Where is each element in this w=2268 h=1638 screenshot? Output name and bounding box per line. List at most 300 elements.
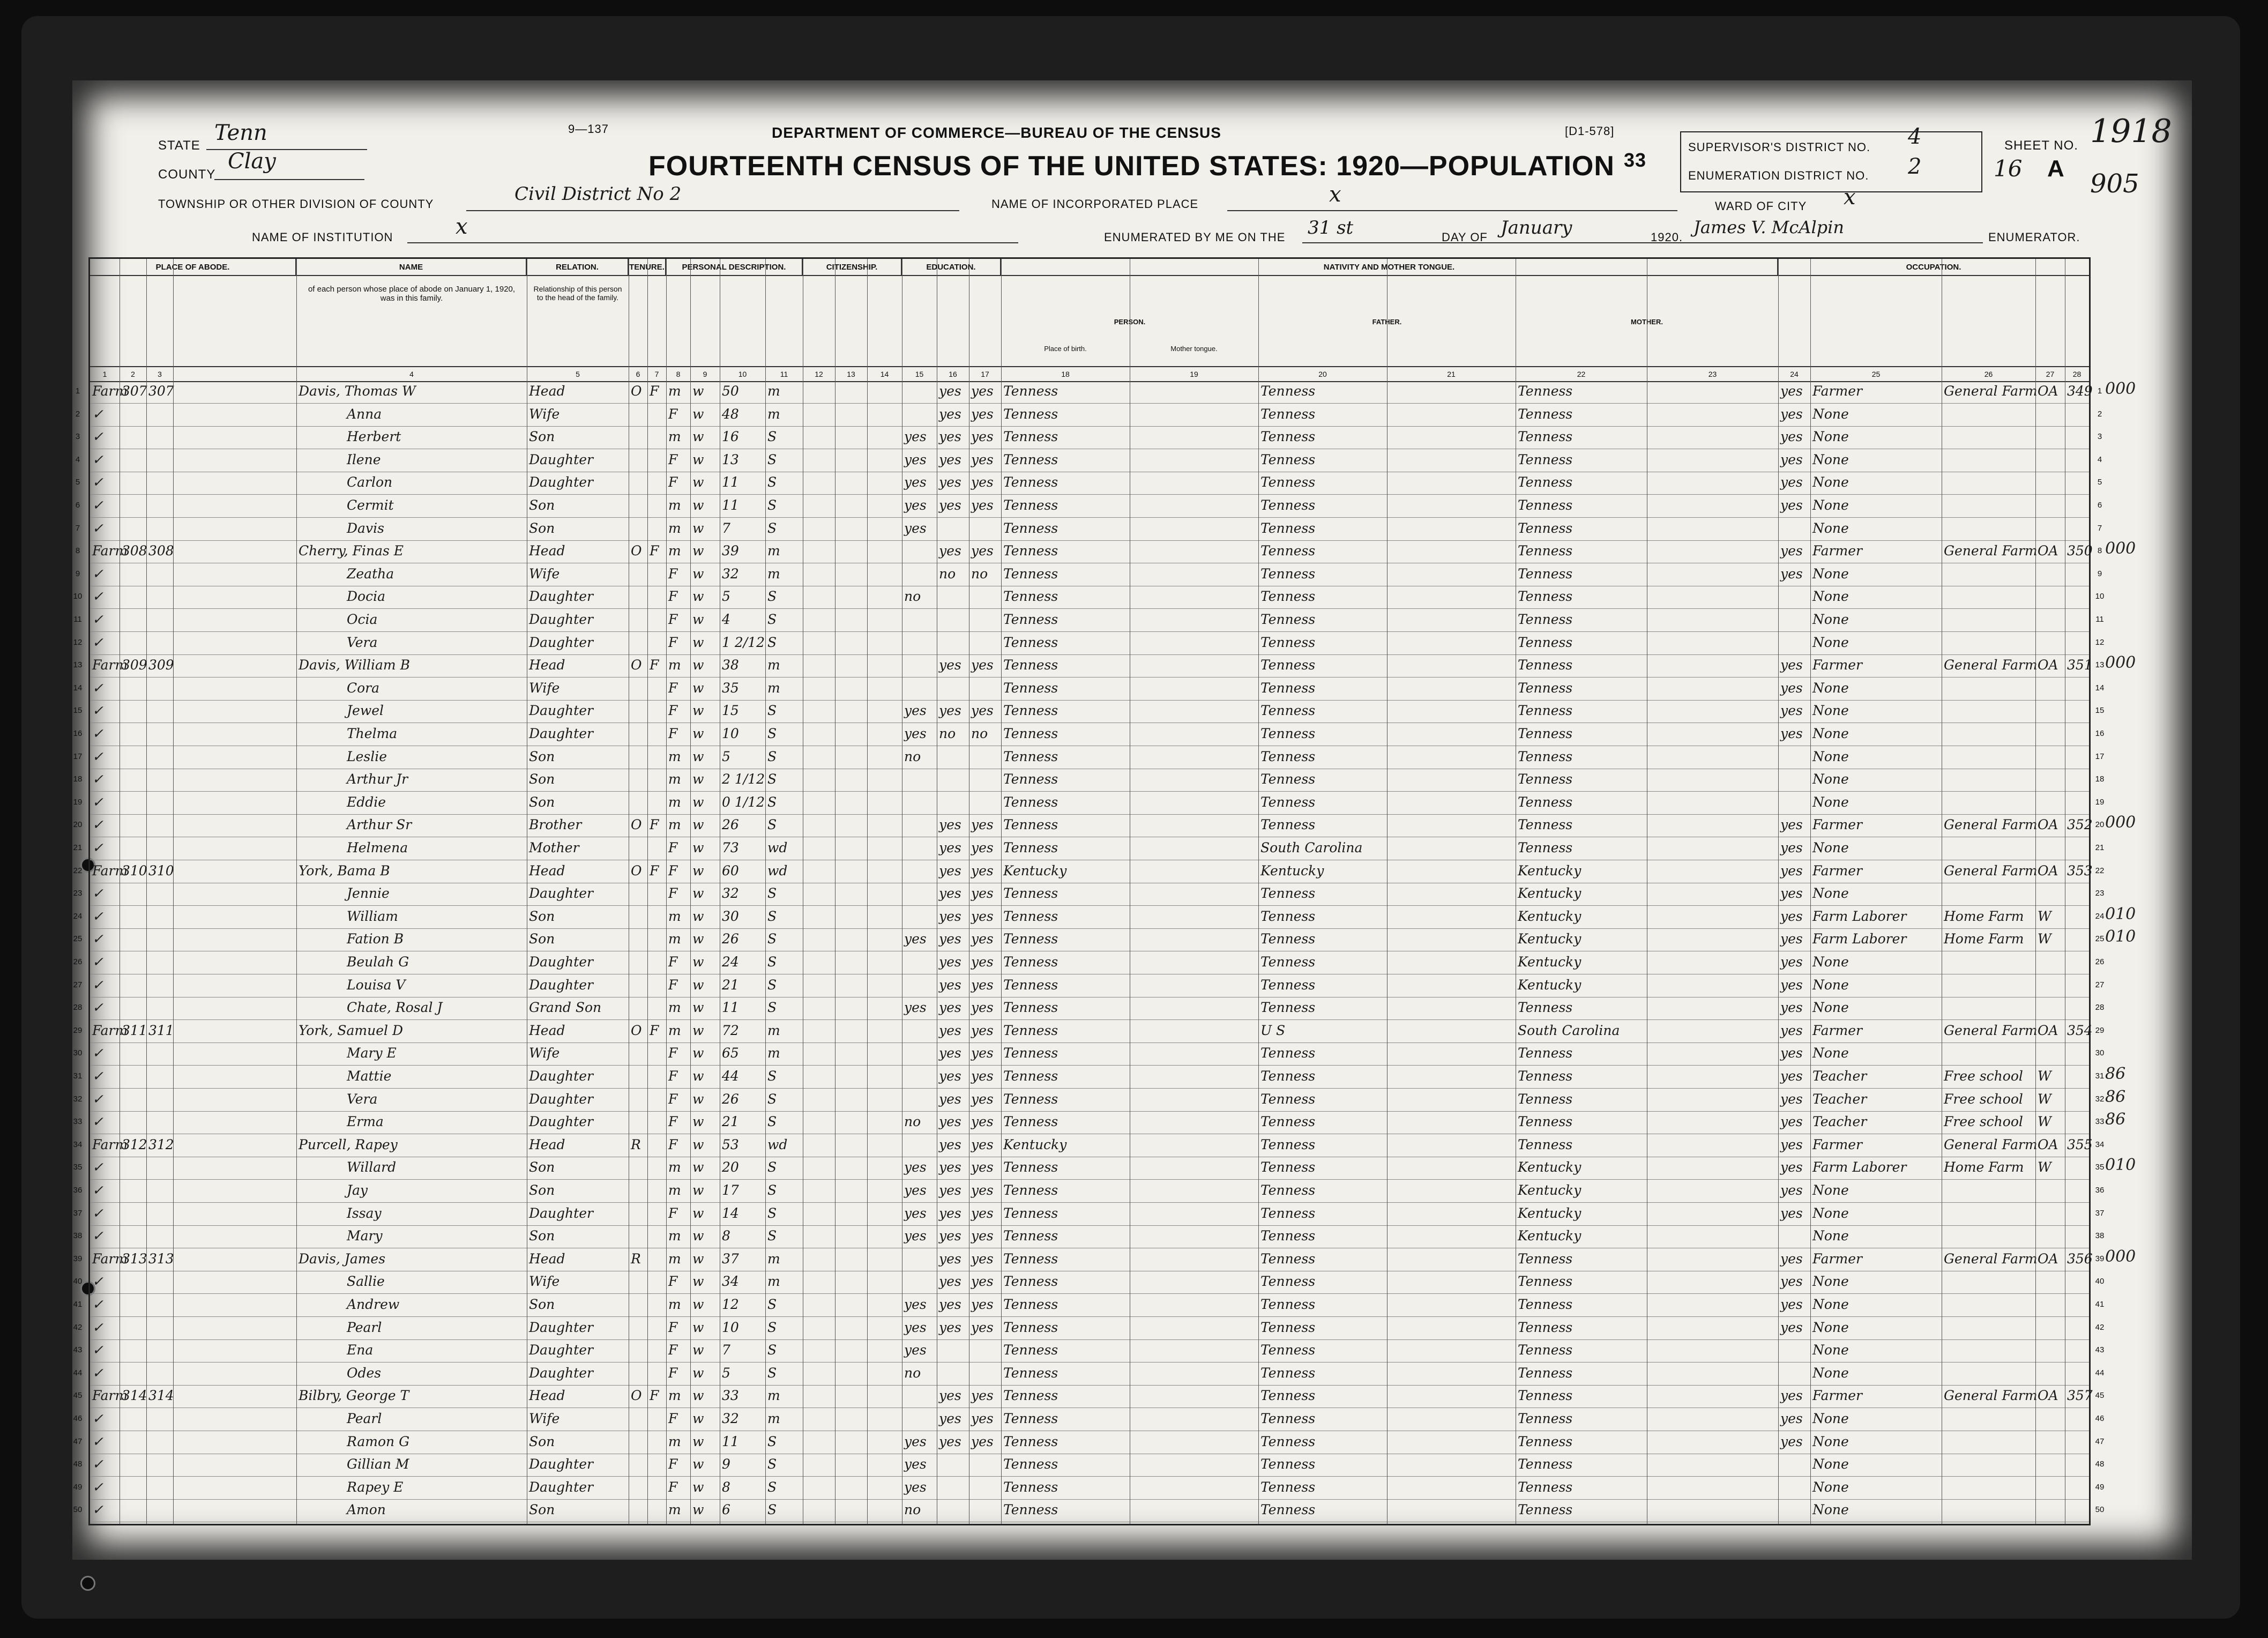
cell-street: Farm: [92, 862, 128, 878]
cell-age: 26: [722, 931, 739, 947]
line-number: 19: [73, 797, 83, 807]
cell-read: yes: [939, 977, 961, 993]
column-rule: [690, 259, 691, 1524]
cell-fpob: Tenness: [1260, 1342, 1316, 1358]
cell-race: w: [692, 1114, 704, 1130]
cell-own: O: [631, 862, 642, 878]
line-number: 33: [2095, 1117, 2105, 1127]
cell-emp: OA: [2038, 1388, 2058, 1404]
cell-mar: wd: [767, 840, 788, 855]
cell-rel: Son: [529, 1159, 555, 1175]
cell-rel: Wife: [529, 565, 560, 582]
cell-sex: m: [668, 1000, 681, 1016]
cell-age: 39: [722, 543, 739, 559]
line-number: 42: [73, 1322, 83, 1332]
cell-pob: Tenness: [1003, 1274, 1058, 1290]
cell-sch: yes: [904, 1319, 927, 1335]
column-number: 16: [949, 370, 957, 378]
cell-write: yes: [971, 543, 994, 559]
enumerator-name: James V. McAlpin: [1693, 217, 1844, 237]
cell-race: w: [692, 1456, 704, 1472]
cell-age: 9: [722, 1456, 730, 1472]
cell-sex: F: [668, 451, 678, 467]
line-number: 29: [2095, 1025, 2105, 1035]
cell-street: ✓: [92, 1205, 103, 1221]
column-number: 19: [1190, 370, 1198, 378]
cell-eng: yes: [1780, 474, 1803, 490]
cell-race: w: [692, 977, 704, 993]
cell-name: Mattie: [347, 1068, 392, 1084]
supervisor-label: SUPERVISOR'S DISTRICT NO.: [1688, 140, 1871, 154]
cell-sch: yes: [904, 497, 927, 513]
cell-fpob: Tenness: [1260, 1479, 1316, 1495]
cell-pob: Tenness: [1003, 954, 1058, 970]
ward-label: WARD OF CITY: [1715, 199, 1807, 213]
table-row: [73, 655, 2105, 677]
table-row: [73, 609, 2104, 632]
margin-code: 000: [2105, 1247, 2136, 1266]
cell-age: 11: [722, 1000, 739, 1016]
cell-eng: yes: [1780, 726, 1803, 741]
column-number: 23: [1708, 370, 1717, 378]
cell-fam: 307: [148, 383, 174, 399]
cell-age: 73: [722, 840, 739, 855]
cell-eng: yes: [1780, 543, 1803, 559]
cell-mar: S: [767, 589, 777, 605]
cell-name: Rapey E: [347, 1479, 404, 1495]
cell-mar: S: [767, 1000, 777, 1016]
cell-mpob: Kentucky: [1518, 954, 1581, 970]
column-rule: [173, 259, 174, 1524]
cell-race: w: [692, 1319, 704, 1335]
cell-sch: no: [904, 748, 921, 764]
cell-occ: Farmer: [1812, 657, 1862, 673]
cell-age: 2 1/12: [722, 771, 765, 787]
cell-age: 11: [722, 474, 739, 490]
cell-rel: Head: [529, 383, 565, 399]
cell-pob: Tenness: [1003, 703, 1058, 719]
cell-occ: None: [1812, 1365, 1849, 1381]
enumerated-line: [1302, 242, 1983, 243]
cell-mpob: Tenness: [1518, 1045, 1573, 1061]
cell-free: F: [650, 862, 659, 878]
cell-sex: m: [668, 908, 681, 924]
column-number: 20: [1318, 370, 1327, 378]
line-number: 13: [73, 660, 83, 670]
cell-mpob: Kentucky: [1518, 977, 1581, 993]
cell-name: Erma: [347, 1114, 384, 1130]
line-number: 12: [2095, 637, 2105, 647]
mother-header: MOTHER.: [1631, 318, 1663, 326]
table-row: [73, 701, 2105, 723]
cell-fpob: Tenness: [1260, 1228, 1316, 1244]
cell-mar: S: [767, 1114, 777, 1130]
cell-pob: Tenness: [1003, 589, 1058, 605]
table-row: [73, 1363, 2105, 1386]
cell-eng: yes: [1780, 1022, 1803, 1038]
enumerator-label: ENUMERATOR.: [1988, 230, 2080, 244]
line-number: 3: [2097, 432, 2102, 442]
cell-mpob: Tenness: [1518, 406, 1573, 422]
cell-mpob: Tenness: [1518, 1365, 1573, 1381]
cell-farm: 356: [2067, 1250, 2093, 1267]
cell-rel: Son: [529, 794, 555, 810]
cell-occ: None: [1812, 1045, 1849, 1061]
cell-fpob: Kentucky: [1260, 862, 1324, 878]
cell-name: Jewel: [347, 703, 384, 719]
column-rule: [1778, 259, 1779, 1524]
group-occupation: OCCUPATION.: [1778, 259, 2089, 276]
column-rule: [867, 259, 868, 1524]
column-rule: [1810, 259, 1811, 1524]
cell-mar: S: [767, 1205, 777, 1221]
table-row: [73, 906, 2105, 929]
line-number: 5: [75, 478, 80, 487]
cell-sex: F: [668, 1045, 678, 1061]
line-number: 28: [2095, 1003, 2105, 1012]
cell-write: yes: [971, 1091, 994, 1107]
cell-mar: m: [767, 1388, 780, 1404]
cell-pob: Tenness: [1003, 908, 1058, 924]
cell-mar: S: [767, 771, 777, 787]
sheet-label: SHEET NO.: [2004, 138, 2078, 153]
cell-sex: F: [668, 680, 678, 696]
pob-header: Place of birth.: [1044, 345, 1087, 353]
cell-fam: 313: [148, 1250, 174, 1267]
cell-race: w: [692, 703, 704, 719]
cell-name: Davis, William B: [299, 657, 410, 673]
supervisor-value: 4: [1908, 124, 1922, 149]
cell-write: no: [971, 565, 988, 582]
line-number: 46: [2095, 1414, 2105, 1423]
cell-street: ✓: [92, 520, 103, 536]
cell-emp: W: [2038, 1091, 2051, 1107]
cell-age: 33: [722, 1388, 739, 1404]
cell-read: yes: [939, 1114, 961, 1130]
cell-farm: 357: [2067, 1388, 2093, 1404]
cell-pob: Tenness: [1003, 634, 1058, 650]
cell-street: Farm: [92, 543, 128, 559]
cell-occ: None: [1812, 1000, 1849, 1016]
cell-fpob: Tenness: [1260, 543, 1316, 559]
cell-rel: Wife: [529, 1411, 560, 1426]
township-line: [466, 210, 959, 211]
cell-pob: Tenness: [1003, 1342, 1058, 1358]
cell-pob: Tenness: [1003, 1319, 1058, 1335]
cell-read: yes: [939, 657, 961, 673]
cell-fpob: Tenness: [1260, 726, 1316, 741]
cell-read: yes: [939, 406, 961, 422]
group-nativity: NATIVITY AND MOTHER TONGUE.: [1001, 259, 1778, 276]
cell-mpob: Tenness: [1518, 451, 1573, 467]
cell-rel: Head: [529, 1136, 565, 1152]
cell-race: w: [692, 931, 704, 947]
cell-fam: 314: [148, 1388, 174, 1404]
line-number: 39: [2095, 1254, 2105, 1263]
cell-mar: m: [767, 565, 780, 582]
cell-fpob: Tenness: [1260, 817, 1316, 833]
cell-mpob: Kentucky: [1518, 908, 1581, 924]
cell-emp: W: [2038, 1114, 2051, 1130]
cell-sch: no: [904, 1502, 921, 1518]
column-rule: [1258, 259, 1259, 1524]
cell-write: yes: [971, 931, 994, 947]
cell-occ: None: [1812, 520, 1849, 536]
cell-name: William: [347, 908, 398, 924]
cell-pob: Tenness: [1003, 520, 1058, 536]
cell-name: Chate, Rosal J: [347, 1000, 443, 1016]
cell-age: 17: [722, 1182, 739, 1198]
cell-sch: no: [904, 1365, 921, 1381]
cell-pob: Tenness: [1003, 1068, 1058, 1084]
cell-pob: Tenness: [1003, 383, 1058, 399]
cell-occ: None: [1812, 1479, 1849, 1495]
line-number: 28: [73, 1003, 83, 1012]
cell-sch: yes: [904, 1182, 927, 1198]
cell-pob: Tenness: [1003, 565, 1058, 582]
cell-street: ✓: [92, 1456, 103, 1472]
cell-free: F: [650, 543, 659, 559]
cell-mpob: Tenness: [1518, 1297, 1573, 1312]
cell-ind: General Farm: [1944, 1250, 2038, 1267]
line-number: 23: [2095, 889, 2105, 898]
cell-mar: S: [767, 1297, 777, 1312]
cell-street: Farm: [92, 1136, 128, 1152]
cell-fpob: Tenness: [1260, 1091, 1316, 1107]
cell-sex: F: [668, 1068, 678, 1084]
cell-fpob: Tenness: [1260, 474, 1316, 490]
cell-street: ✓: [92, 1297, 103, 1312]
cell-fpob: Tenness: [1260, 1136, 1316, 1152]
cell-name: Cermit: [347, 497, 394, 513]
cell-age: 32: [722, 885, 739, 902]
cell-street: ✓: [92, 726, 103, 741]
line-number: 40: [73, 1277, 83, 1286]
cell-pob: Tenness: [1003, 1502, 1058, 1518]
cell-farm: 352: [2067, 817, 2093, 833]
cell-write: yes: [971, 1205, 994, 1221]
cell-pob: Tenness: [1003, 1297, 1058, 1312]
cell-name: Jay: [347, 1182, 368, 1198]
cell-street: ✓: [92, 1091, 103, 1107]
cell-sex: m: [668, 1433, 681, 1449]
line-number: 43: [73, 1345, 83, 1355]
line-number: 36: [2095, 1186, 2105, 1195]
cell-read: yes: [939, 1000, 961, 1016]
line-number: 37: [2095, 1208, 2105, 1218]
cell-occ: None: [1812, 612, 1849, 627]
cell-occ: None: [1812, 497, 1849, 513]
cell-age: 30: [722, 908, 739, 924]
table-row: [75, 564, 2102, 586]
cell-street: ✓: [92, 1068, 103, 1084]
column-number: 26: [1984, 370, 1993, 378]
cell-mar: S: [767, 497, 777, 513]
cell-name: Leslie: [347, 748, 387, 764]
cell-sex: F: [668, 474, 678, 490]
cell-write: yes: [971, 703, 994, 719]
cell-emp: OA: [2038, 1136, 2058, 1152]
cell-eng: yes: [1780, 977, 1803, 993]
cell-eng: yes: [1780, 1433, 1803, 1449]
cell-pob: Tenness: [1003, 1182, 1058, 1198]
cell-fpob: Tenness: [1260, 1433, 1316, 1449]
cell-read: yes: [939, 429, 961, 445]
cell-mar: m: [767, 1045, 780, 1061]
cell-pob: Tenness: [1003, 1114, 1058, 1130]
cell-age: 35: [722, 680, 739, 696]
cell-age: 37: [722, 1250, 739, 1267]
cell-eng: yes: [1780, 1319, 1803, 1335]
cell-rel: Son: [529, 748, 555, 764]
day-of-label: DAY OF: [1442, 230, 1488, 244]
cell-pob: Kentucky: [1003, 1136, 1067, 1152]
cell-farm: 351: [2067, 657, 2093, 673]
cell-name: Ena: [347, 1342, 374, 1358]
cell-rel: Daughter: [529, 726, 593, 741]
cell-name: Jennie: [347, 885, 390, 902]
line-number: 2: [75, 409, 80, 419]
table-row: [75, 541, 2102, 563]
cell-mar: wd: [767, 862, 788, 878]
table-row: [73, 747, 2105, 769]
cell-mar: m: [767, 1022, 780, 1038]
cell-occ: Teacher: [1812, 1068, 1867, 1084]
cell-ind: General Farm: [1944, 1388, 2038, 1404]
cell-own: O: [631, 1022, 642, 1038]
cell-age: 34: [722, 1274, 739, 1290]
cell-rel: Daughter: [529, 703, 593, 719]
cell-pob: Tenness: [1003, 680, 1058, 696]
cell-mpob: Tenness: [1518, 497, 1573, 513]
cell-street: ✓: [92, 1114, 103, 1130]
cell-name: Bilbry, George T: [299, 1388, 409, 1404]
cell-age: 38: [722, 657, 739, 673]
cell-occ: None: [1812, 451, 1849, 467]
cell-mpob: Tenness: [1518, 1274, 1573, 1290]
cell-eng: yes: [1780, 1068, 1803, 1084]
cell-street: ✓: [92, 1319, 103, 1335]
cell-fpob: Tenness: [1260, 977, 1316, 993]
column-rule: [1001, 259, 1002, 1524]
township-label: TOWNSHIP OR OTHER DIVISION OF COUNTY: [158, 197, 434, 211]
cell-dwell: 311: [122, 1022, 147, 1038]
cell-age: 10: [722, 726, 739, 741]
cell-fpob: Tenness: [1260, 612, 1316, 627]
cell-mar: S: [767, 634, 777, 650]
cell-write: yes: [971, 1274, 994, 1290]
cell-name: Cora: [347, 680, 380, 696]
cell-write: yes: [971, 1250, 994, 1267]
cell-street: ✓: [92, 1502, 103, 1518]
line-number: 10: [2095, 592, 2105, 601]
cell-race: w: [692, 794, 704, 810]
cell-occ: Farmer: [1812, 1136, 1862, 1152]
cell-rel: Daughter: [529, 1365, 593, 1381]
cell-sex: F: [668, 977, 678, 993]
cell-pob: Tenness: [1003, 794, 1058, 810]
cell-fpob: Tenness: [1260, 565, 1316, 582]
cell-mar: m: [767, 1250, 780, 1267]
cell-sex: m: [668, 1182, 681, 1198]
cell-pob: Tenness: [1003, 1205, 1058, 1221]
cell-race: w: [692, 862, 704, 878]
cell-mar: S: [767, 1342, 777, 1358]
cell-read: yes: [939, 1319, 961, 1335]
cell-read: yes: [939, 862, 961, 878]
cell-write: yes: [971, 908, 994, 924]
cell-fpob: Tenness: [1260, 748, 1316, 764]
cell-race: w: [692, 1068, 704, 1084]
cell-rel: Brother: [529, 817, 582, 833]
cell-occ: None: [1812, 1342, 1849, 1358]
table-row: [73, 632, 2105, 655]
cell-fpob: Tenness: [1260, 1068, 1316, 1084]
cell-street: ✓: [92, 1159, 103, 1175]
cell-occ: None: [1812, 794, 1849, 810]
table-row: [75, 427, 2102, 449]
cell-mpob: Tenness: [1518, 1114, 1573, 1130]
cell-ind: Free school: [1944, 1068, 2023, 1084]
cell-name: Ramon G: [347, 1433, 410, 1449]
table-row: [73, 1157, 2105, 1180]
cell-read: yes: [939, 451, 961, 467]
cell-mar: S: [767, 885, 777, 902]
line-number: 30: [73, 1048, 83, 1058]
cell-fpob: U S: [1260, 1022, 1286, 1038]
cell-sch: yes: [904, 1159, 927, 1175]
cell-mpob: Kentucky: [1518, 1159, 1581, 1175]
cell-street: Farm: [92, 1250, 128, 1267]
cell-write: yes: [971, 429, 994, 445]
cell-sex: m: [668, 794, 681, 810]
cell-eng: yes: [1780, 840, 1803, 855]
cell-eng: yes: [1780, 862, 1803, 878]
cell-race: w: [692, 1045, 704, 1061]
cell-fpob: Tenness: [1260, 1411, 1316, 1426]
cell-fpob: Tenness: [1260, 703, 1316, 719]
cell-name: Anna: [347, 406, 382, 422]
line-number: 47: [73, 1436, 83, 1446]
cell-read: yes: [939, 1297, 961, 1312]
column-rule: [296, 259, 297, 1524]
group-tenure: TENURE.: [629, 259, 666, 276]
cell-race: w: [692, 1411, 704, 1426]
cell-rel: Daughter: [529, 451, 593, 467]
cell-name: Thelma: [347, 726, 398, 741]
line-number: 30: [2095, 1048, 2105, 1058]
cell-mpob: Tenness: [1518, 1136, 1573, 1152]
cell-write: yes: [971, 1388, 994, 1404]
table-row: [73, 1432, 2105, 1454]
page-stamp: 33: [1624, 149, 1647, 171]
cell-race: w: [692, 748, 704, 764]
cell-rel: Daughter: [529, 1091, 593, 1107]
table-row: [73, 1203, 2105, 1226]
cell-mar: S: [767, 977, 777, 993]
group-education: EDUCATION.: [902, 259, 1001, 276]
table-row: [73, 1180, 2105, 1203]
cell-eng: yes: [1780, 885, 1803, 902]
cell-fpob: Tenness: [1260, 406, 1316, 422]
cell-eng: yes: [1780, 954, 1803, 970]
cell-age: 26: [722, 817, 739, 833]
cell-age: 32: [722, 1411, 739, 1426]
cell-eng: yes: [1780, 1045, 1803, 1061]
line-number: 49: [2095, 1482, 2105, 1492]
cell-name: Andrew: [347, 1297, 400, 1312]
cell-sex: m: [668, 520, 681, 536]
